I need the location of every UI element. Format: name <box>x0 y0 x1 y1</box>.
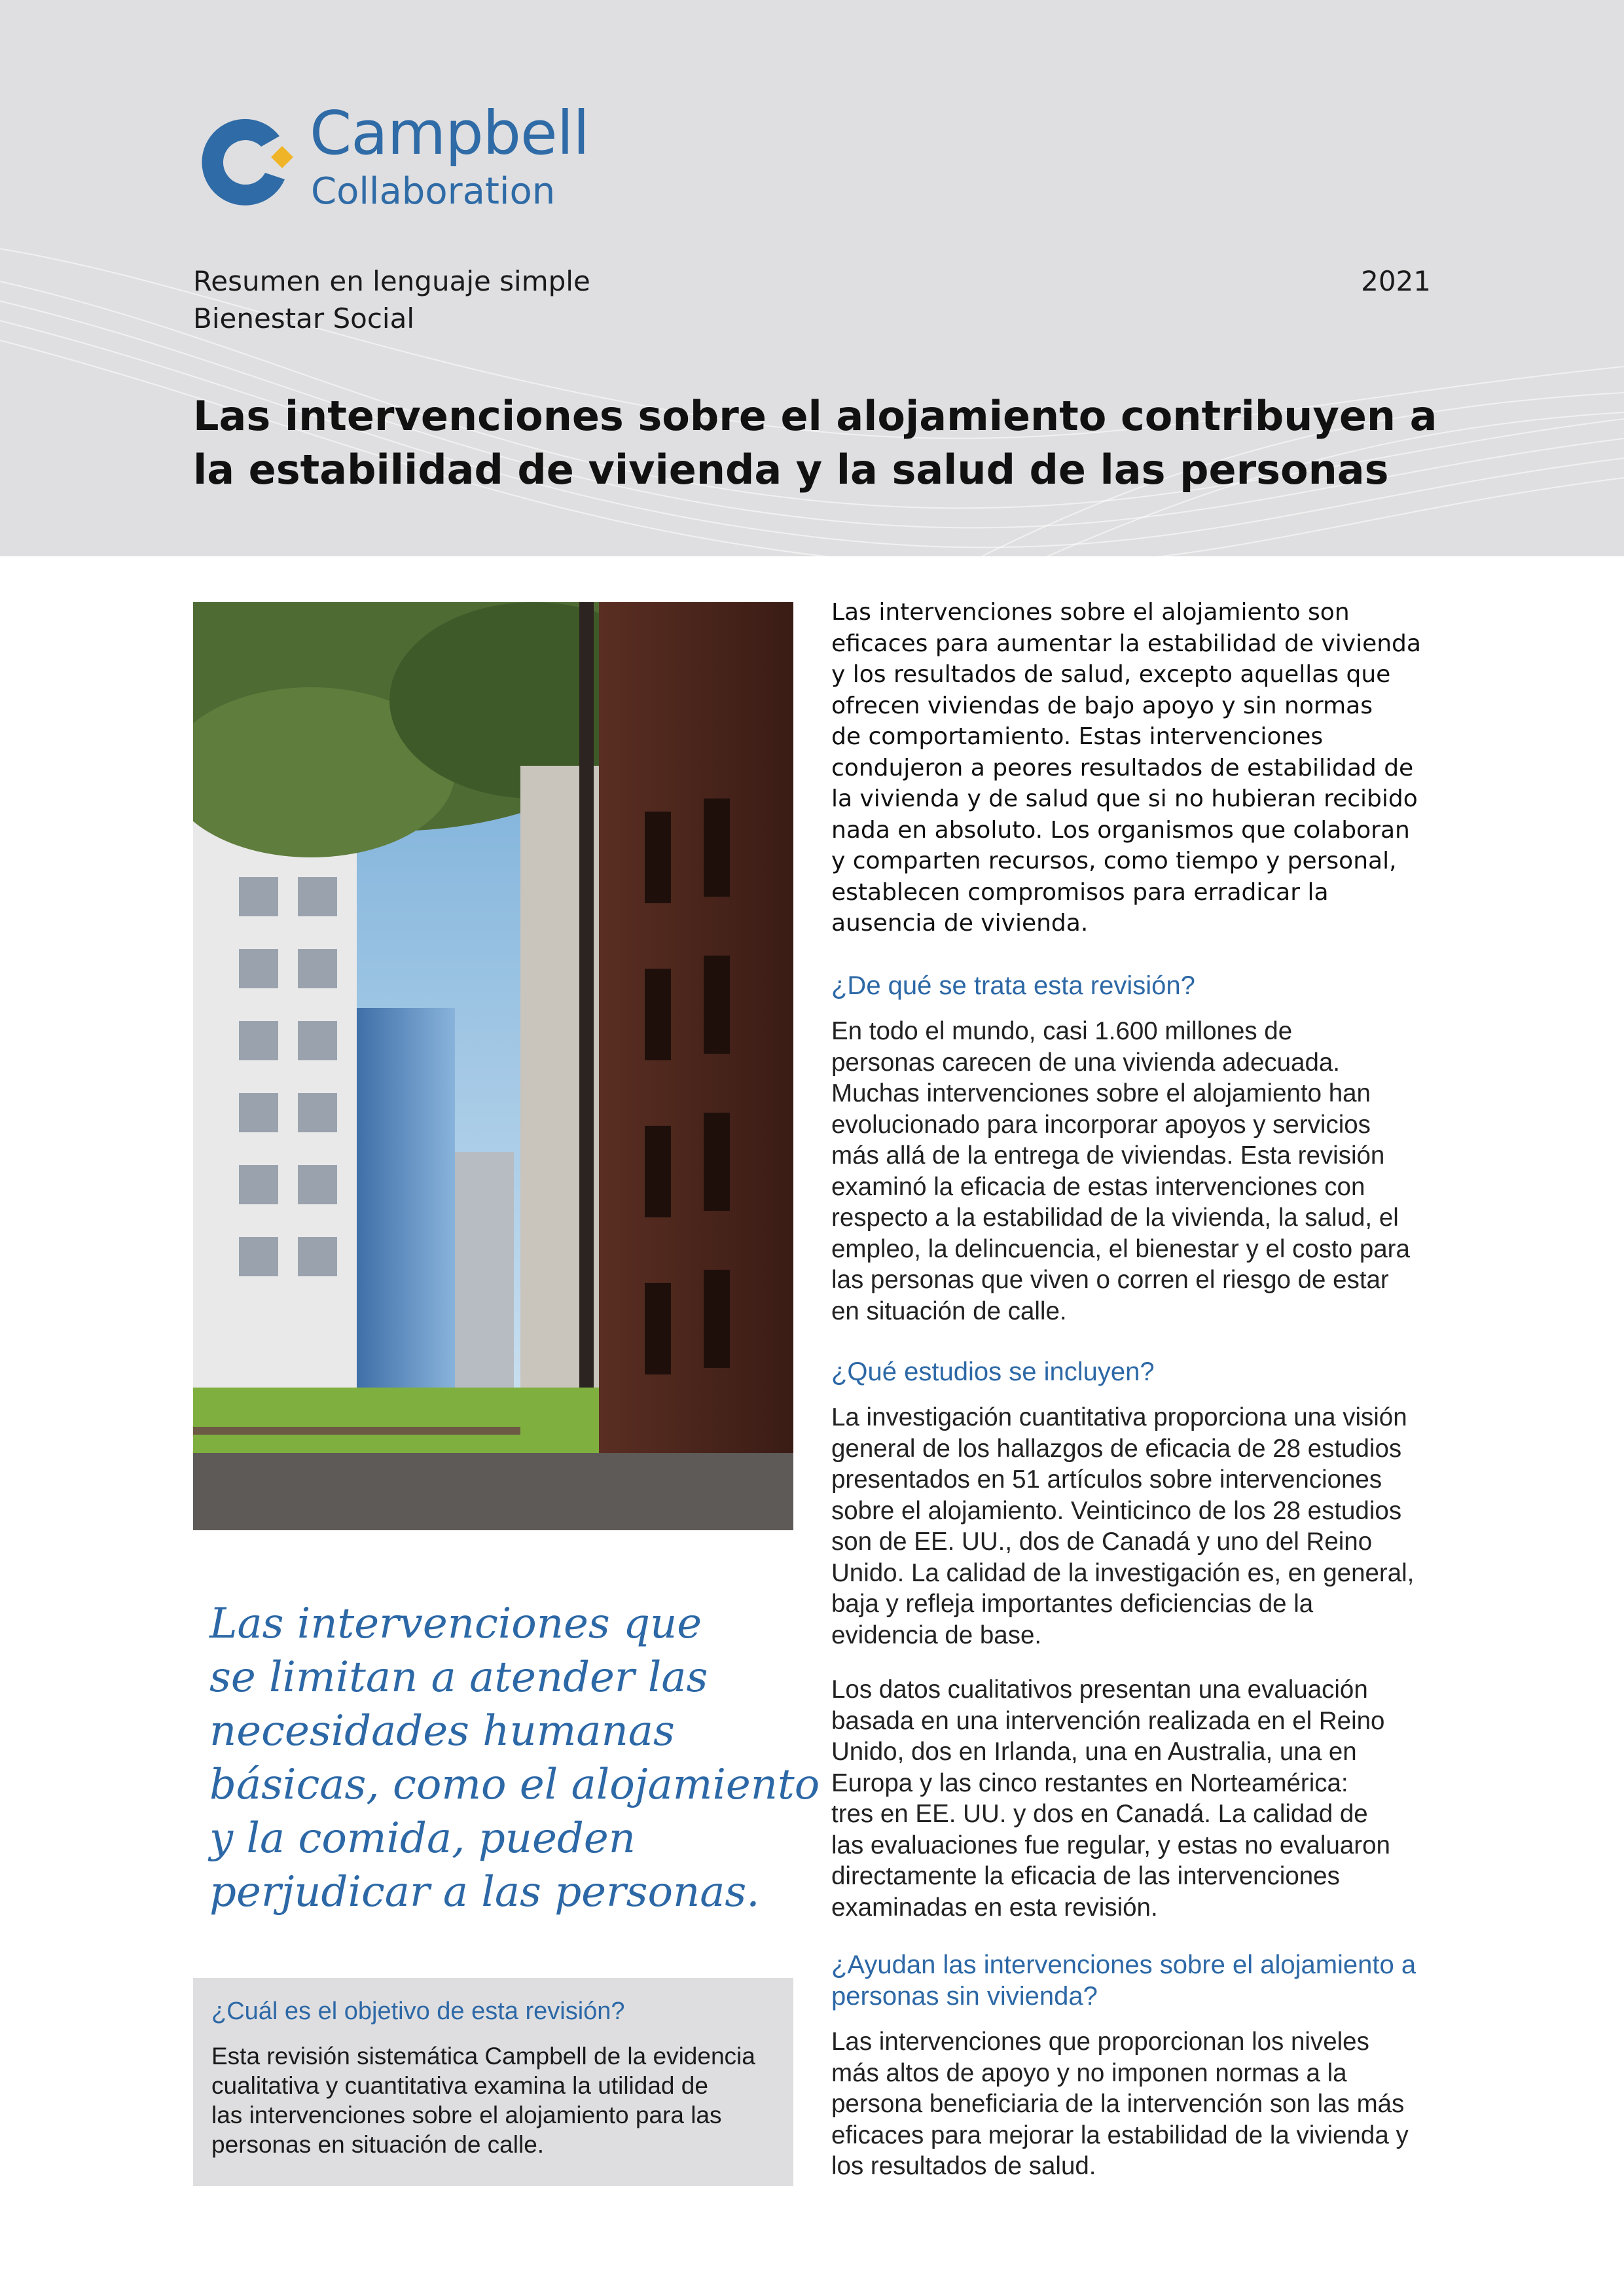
text-line: tres en EE. UU. y dos en Canadá. La calidad de <box>831 1800 1368 1828</box>
text-line: persona beneficiaria de la intervención son las más <box>831 2090 1405 2118</box>
text-line: personas en situación de calle. <box>211 2131 545 2158</box>
text-line: empleo, la delincuencia, el bienestar y el costo para <box>831 1234 1410 1263</box>
heading-line: personas sin vivienda? <box>831 1982 1098 2011</box>
brand-name-line2: Collaboration <box>311 170 556 213</box>
text-line: Unido, dos en Irlanda, una en Australia, una en <box>831 1738 1357 1766</box>
alley-photo-illustration <box>193 602 793 1530</box>
text-line: establecen compromisos para erradicar la <box>831 878 1329 906</box>
text-line: de comportamiento. Estas intervenciones <box>831 723 1324 750</box>
section-heading-studies <box>831 1356 1440 1388</box>
text-line: En todo el mundo, casi 1.600 millones de <box>831 1017 1293 1045</box>
text-line: Los datos cualitativos presentan una evaluación <box>831 1676 1368 1704</box>
intro-summary <box>831 597 1440 939</box>
text-line: Esta revisión sistemática Campbell de la evidencia <box>211 2043 755 2070</box>
text-line: examinadas en esta revisión. <box>831 1893 1158 1922</box>
text-line: Unido. La calidad de la investigación es, en general, <box>831 1558 1415 1587</box>
text-line: eficaces para mejorar la estabilidad de la vivienda y <box>831 2121 1409 2149</box>
campbell-logo <box>193 98 599 216</box>
pull-quote-line: se limitan a atender las <box>209 1653 708 1702</box>
text-line: general de los hallazgos de eficacia de 28 estudios <box>831 1434 1402 1463</box>
section-heading-about <box>831 970 1440 1001</box>
pull-quote-line: básicas, como el alojamiento <box>209 1761 820 1809</box>
text-line: personas carecen de una vivienda adecuada. <box>831 1048 1340 1077</box>
text-line: presentados en 51 artículos sobre intervenciones <box>831 1465 1382 1494</box>
text-line: examinó la eficacia de estas intervenciones con <box>831 1172 1365 1201</box>
page-title <box>193 389 1437 497</box>
text-line: la vivienda y de salud que si no hubieran recibido <box>831 785 1418 812</box>
section-body-studies-quantitative <box>831 1402 1440 1651</box>
text-line: son de EE. UU., dos de Canadá y uno del Reino <box>831 1528 1373 1556</box>
text-line: evolucionado para incorporar apoyos y servicios <box>831 1110 1371 1139</box>
text-line: más altos de apoyo y no imponen normas a la <box>831 2058 1347 2087</box>
objective-box <box>193 1978 793 2186</box>
text-line: las intervenciones sobre el alojamiento para las <box>211 2102 722 2128</box>
section-body-does-it-help <box>831 2026 1440 2182</box>
text-line: baja y refleja importantes deficiencias de la <box>831 1590 1314 1618</box>
text-line: Las intervenciones sobre el alojamiento son <box>831 599 1350 626</box>
heading-line: ¿Ayudan las intervenciones sobre el alojamiento a <box>831 1950 1416 1979</box>
text-line: nada en absoluto. Los organismos que colaboran <box>831 816 1410 844</box>
objective-heading: ¿Cuál es el objetivo de esta revisión? <box>211 1998 625 2025</box>
pull-quote-line: y la comida, pueden <box>209 1814 636 1863</box>
document-category: Bienestar Social <box>193 302 415 334</box>
publication-year: 2021 <box>1361 265 1431 297</box>
text-line: sobre el alojamiento. Veinticinco de los 28 estudios <box>831 1496 1402 1525</box>
text-line: Muchas intervenciones sobre el alojamiento han <box>831 1079 1371 1107</box>
campbell-logo-icon <box>193 107 298 212</box>
objective-text <box>211 2041 775 2159</box>
pull-quote-line: perjudicar a las personas. <box>209 1868 760 1916</box>
pull-quote <box>209 1597 820 1919</box>
text-line: ausencia de vivienda. <box>831 910 1089 937</box>
text-line: directamente la eficacia de las intervenciones <box>831 1862 1340 1890</box>
text-line: condujeron a peores resultados de estabilidad de <box>831 754 1414 781</box>
text-line: y los resultados de salud, excepto aquellas que <box>831 661 1391 688</box>
text-line: y comparten recursos, como tiempo y personal, <box>831 848 1397 874</box>
text-line: Las intervenciones que proporcionan los niveles <box>831 2028 1369 2056</box>
text-line: los resultados de salud. <box>831 2152 1096 2180</box>
pull-quote-line: necesidades humanas <box>209 1707 675 1755</box>
text-line: basada en una intervención realizada en el Reino <box>831 1706 1385 1735</box>
text-line: en situación de calle. <box>831 1297 1067 1325</box>
text-line: las evaluaciones fue regular, y estas no evaluaron <box>831 1831 1390 1859</box>
section-body-about <box>831 1016 1440 1327</box>
section-heading-does-it-help <box>831 1949 1440 2012</box>
text-line: eficaces para aumentar la estabilidad de vivienda <box>831 630 1421 657</box>
text-line: La investigación cuantitativa proporciona una visión <box>831 1403 1407 1431</box>
heading-line: ¿Qué estudios se incluyen? <box>831 1357 1155 1386</box>
title-line: Las intervenciones sobre el alojamiento contribuyen a <box>193 392 1437 440</box>
alley-photo <box>193 602 793 1530</box>
text-line: evidencia de base. <box>831 1621 1042 1649</box>
document-type: Resumen en lenguaje simple <box>193 265 590 297</box>
brand-name-line1: Campbell <box>310 98 589 168</box>
title-line: la estabilidad de vivienda y la salud de las personas <box>193 446 1389 493</box>
text-line: cualitativa y cuantitativa examina la utilidad de <box>211 2072 708 2099</box>
heading-line: ¿De qué se trata esta revisión? <box>831 971 1195 1000</box>
text-line: las personas que viven o corren el riesgo de estar <box>831 1266 1389 1294</box>
text-line: ofrecen viviendas de bajo apoyo y sin normas <box>831 692 1373 719</box>
section-body-studies-qualitative <box>831 1674 1440 1923</box>
text-line: respecto a la estabilidad de la vivienda, la salud, el <box>831 1204 1399 1232</box>
text-line: Europa y las cinco restantes en Norteamérica: <box>831 1768 1348 1797</box>
text-line: más allá de la entrega de viviendas. Esta revisión <box>831 1141 1385 1170</box>
pull-quote-line: Las intervenciones que <box>209 1600 702 1648</box>
header-band <box>0 0 1624 556</box>
